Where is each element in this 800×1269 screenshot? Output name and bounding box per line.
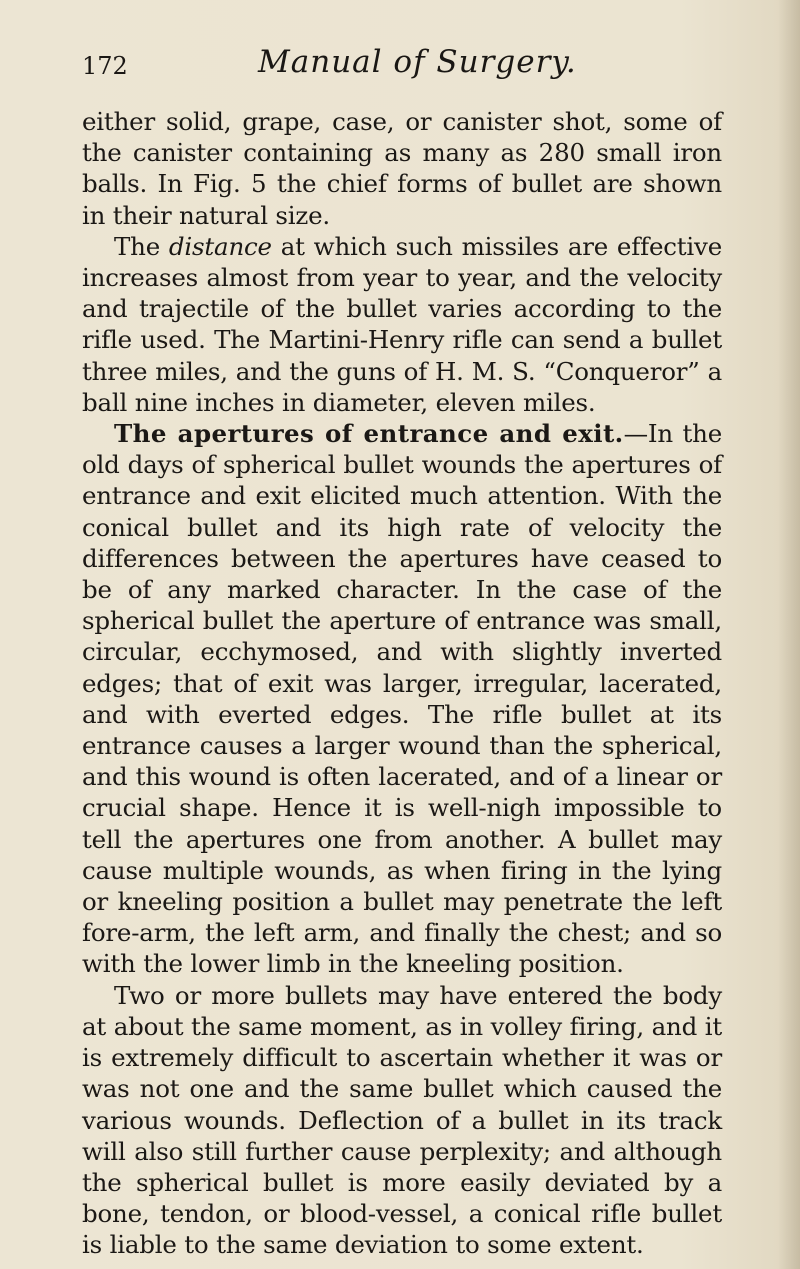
paragraph-text: either solid, grape, case, or canister shot, some of the canister containing as many as 280 small iron balls. In Fig. 5 the chief forms of bullet are shown in their natural size.: [82, 107, 722, 230]
section-heading-apertures: The apertures of entrance and exit.: [114, 419, 624, 449]
paragraph-text: —In the old days of spherical bullet wounds the apertures of entrance and exit elicited much attention. With the conical bullet and its high rate of velocity the differences between the apertures have ceased to be of any marked character. In the case of the spherical bullet the aperture of entrance was small, circular, ecchymosed, and with slightly inverted edges; that of exit was larger, irregular, lacerated, and with everted edges. The rifle bullet at its entrance causes a larger wound than the spherical, and this wound is often lacerated, and of a linear or crucial shape. Hence it is well-nigh impossible to tell the apertures one from another. A bullet may cause multiple wounds, as when firing in the lying or kneeling position a bullet may penetrate the left fore-arm, the left arm, and finally the chest; and so with the lower limb in the kneeling position.: [82, 419, 722, 979]
running-head: Manual of Surgery.: [258, 44, 577, 80]
page-number: 172: [82, 52, 128, 80]
paragraph-apertures: [82, 418, 722, 980]
paragraph-lead-in: The: [114, 231, 169, 261]
page-edge-shadow: [778, 0, 800, 1269]
paragraph-text: Two or more bullets may have entered the body at about the same moment, as in volley firing, and it is extremely difficult to ascertain whether it was or was not one and the same bullet which caused the various wounds. Deflection of a bullet in its track will also still further cause perplexity; and although the spherical bullet is more easily deviated by a bone, tendon, or blood-vessel, a conical rifle bullet is liable to the same deviation to some extent.: [82, 980, 722, 1260]
paragraph-distance: [82, 231, 722, 418]
paragraph-canister-shot: [82, 106, 722, 231]
page-header: [82, 44, 722, 88]
emphasis-distance: distance: [168, 231, 272, 261]
paragraph-deflection: [82, 980, 722, 1261]
body-text: [82, 106, 722, 1261]
paragraph-text: at which such missiles are effective increases almost from year to year, and the velocity and trajectile of the bullet varies according to the rifle used. The Martini-Henry rifle can send a bullet three miles, and the guns of H. M. S. “Conqueror” a ball nine inches in diameter, eleven miles.: [82, 231, 722, 417]
